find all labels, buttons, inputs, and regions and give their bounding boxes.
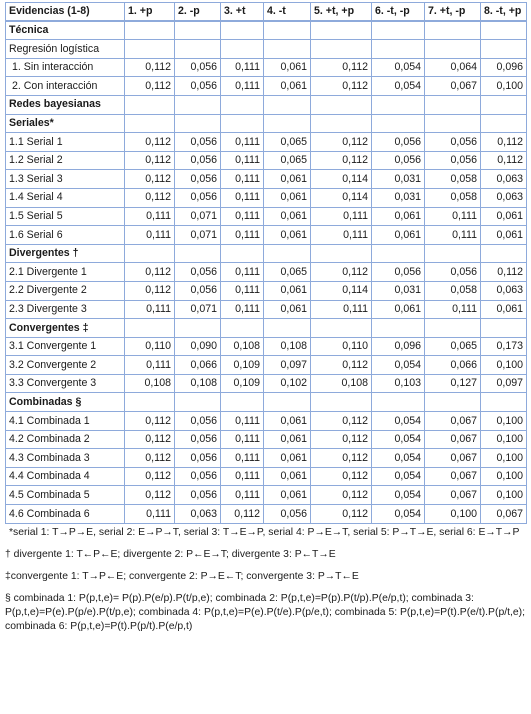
header-col-2: 2. -p <box>175 3 221 22</box>
row-label: 2.2 Divergente 2 <box>6 281 125 300</box>
value-cell: 0,114 <box>311 170 372 189</box>
section-label: Técnica <box>6 21 125 40</box>
value-cell: 0,100 <box>425 505 481 524</box>
value-cell: 0,031 <box>372 281 425 300</box>
empty-cell <box>221 319 264 338</box>
value-cell: 0,054 <box>372 77 425 96</box>
empty-cell <box>175 95 221 114</box>
value-cell: 0,061 <box>264 58 311 77</box>
value-cell: 0,067 <box>425 449 481 468</box>
value-cell: 0,056 <box>175 188 221 207</box>
empty-cell <box>311 95 372 114</box>
value-cell: 0,112 <box>125 170 175 189</box>
empty-cell <box>425 319 481 338</box>
value-cell: 0,112 <box>481 133 527 152</box>
header-col-8: 8. -t, +p <box>481 3 527 22</box>
value-cell: 0,111 <box>221 207 264 226</box>
empty-cell <box>311 114 372 133</box>
value-cell: 0,100 <box>481 449 527 468</box>
value-cell: 0,054 <box>372 449 425 468</box>
value-cell: 0,061 <box>264 77 311 96</box>
empty-cell <box>125 114 175 133</box>
empty-cell <box>481 319 527 338</box>
document <box>5 2 526 642</box>
row-label: 1. Sin interacción <box>6 58 125 77</box>
value-cell: 0,111 <box>425 226 481 245</box>
value-cell: 0,111 <box>221 77 264 96</box>
empty-cell <box>425 244 481 263</box>
value-cell: 0,112 <box>125 486 175 505</box>
value-cell: 0,056 <box>175 151 221 170</box>
empty-cell <box>175 21 221 40</box>
section-label: Regresión logística <box>6 40 125 59</box>
value-cell: 0,061 <box>481 207 527 226</box>
value-cell: 0,112 <box>125 281 175 300</box>
section-row <box>6 319 527 338</box>
table-row <box>6 430 527 449</box>
empty-cell <box>481 114 527 133</box>
value-cell: 0,067 <box>425 486 481 505</box>
header-col-7: 7. +t, -p <box>425 3 481 22</box>
table-row <box>6 207 527 226</box>
value-cell: 0,071 <box>175 207 221 226</box>
value-cell: 0,063 <box>481 281 527 300</box>
value-cell: 0,056 <box>175 467 221 486</box>
value-cell: 0,056 <box>175 263 221 282</box>
value-cell: 0,111 <box>221 133 264 152</box>
section-label: Convergentes ‡ <box>6 319 125 338</box>
table-row <box>6 133 527 152</box>
value-cell: 0,054 <box>372 58 425 77</box>
section-row <box>6 21 527 40</box>
value-cell: 0,111 <box>311 226 372 245</box>
empty-cell <box>372 40 425 59</box>
row-label: 4.5 Combinada 5 <box>6 486 125 505</box>
empty-cell <box>425 393 481 412</box>
table-row <box>6 58 527 77</box>
value-cell: 0,114 <box>311 281 372 300</box>
row-label: 1.3 Serial 3 <box>6 170 125 189</box>
table-row <box>6 374 527 393</box>
empty-cell <box>175 319 221 338</box>
value-cell: 0,112 <box>125 151 175 170</box>
empty-cell <box>372 21 425 40</box>
value-cell: 0,100 <box>481 356 527 375</box>
value-cell: 0,061 <box>264 486 311 505</box>
value-cell: 0,112 <box>125 467 175 486</box>
table-row <box>6 486 527 505</box>
empty-cell <box>311 40 372 59</box>
value-cell: 0,112 <box>125 188 175 207</box>
value-cell: 0,067 <box>425 430 481 449</box>
value-cell: 0,058 <box>425 281 481 300</box>
value-cell: 0,112 <box>125 133 175 152</box>
value-cell: 0,061 <box>481 300 527 319</box>
empty-cell <box>311 21 372 40</box>
value-cell: 0,058 <box>425 188 481 207</box>
table-row <box>6 188 527 207</box>
value-cell: 0,056 <box>175 133 221 152</box>
value-cell: 0,054 <box>372 486 425 505</box>
section-label: Seriales* <box>6 114 125 133</box>
empty-cell <box>221 21 264 40</box>
value-cell: 0,056 <box>425 133 481 152</box>
value-cell: 0,100 <box>481 430 527 449</box>
value-cell: 0,071 <box>175 226 221 245</box>
value-cell: 0,096 <box>372 337 425 356</box>
value-cell: 0,056 <box>175 77 221 96</box>
value-cell: 0,111 <box>221 449 264 468</box>
value-cell: 0,054 <box>372 505 425 524</box>
value-cell: 0,102 <box>264 374 311 393</box>
row-label: 1.2 Serial 2 <box>6 151 125 170</box>
empty-cell <box>425 114 481 133</box>
section-label: Divergentes † <box>6 244 125 263</box>
section-row <box>6 393 527 412</box>
value-cell: 0,065 <box>264 263 311 282</box>
table-row <box>6 412 527 431</box>
value-cell: 0,056 <box>372 263 425 282</box>
value-cell: 0,056 <box>175 170 221 189</box>
empty-cell <box>264 393 311 412</box>
value-cell: 0,112 <box>311 151 372 170</box>
header-col-1: 1. +p <box>125 3 175 22</box>
row-label: 4.6 Combinada 6 <box>6 505 125 524</box>
empty-cell <box>175 114 221 133</box>
empty-cell <box>425 40 481 59</box>
value-cell: 0,056 <box>372 151 425 170</box>
value-cell: 0,108 <box>221 337 264 356</box>
empty-cell <box>372 95 425 114</box>
value-cell: 0,056 <box>175 486 221 505</box>
value-cell: 0,065 <box>425 337 481 356</box>
header-col-3: 3. +t <box>221 3 264 22</box>
section-row <box>6 244 527 263</box>
value-cell: 0,056 <box>425 263 481 282</box>
value-cell: 0,112 <box>311 77 372 96</box>
value-cell: 0,061 <box>372 300 425 319</box>
value-cell: 0,111 <box>125 207 175 226</box>
value-cell: 0,108 <box>311 374 372 393</box>
value-cell: 0,112 <box>311 263 372 282</box>
value-cell: 0,110 <box>311 337 372 356</box>
value-cell: 0,112 <box>311 430 372 449</box>
value-cell: 0,097 <box>264 356 311 375</box>
empty-cell <box>221 393 264 412</box>
footnote-combined: § combinada 1: P(p,t,e)= P(p).P(e/p).P(t/p,e); combinada 2: P(p,t,e)=P(p).P(t/p).P(e/p,t); combinada 3: P(p,t,e)=P(e).P(p/e).P(t/p,e); combinada 4: P(p,t,e)=P(e).P(t/e).P(p/e,t); combinada 5: P(p,t,e)=P(t).P(e/t).P(p/t,e); combinada 6: P(p,t,e)=P(t).P(p/t).P(e/p,t) <box>5 592 526 632</box>
value-cell: 0,111 <box>221 263 264 282</box>
value-cell: 0,108 <box>175 374 221 393</box>
value-cell: 0,111 <box>425 300 481 319</box>
value-cell: 0,109 <box>221 356 264 375</box>
value-cell: 0,111 <box>221 430 264 449</box>
value-cell: 0,112 <box>311 133 372 152</box>
empty-cell <box>372 244 425 263</box>
value-cell: 0,097 <box>481 374 527 393</box>
value-cell: 0,112 <box>311 486 372 505</box>
value-cell: 0,112 <box>125 449 175 468</box>
value-cell: 0,112 <box>125 412 175 431</box>
value-cell: 0,111 <box>221 151 264 170</box>
empty-cell <box>264 244 311 263</box>
empty-cell <box>481 40 527 59</box>
empty-cell <box>264 21 311 40</box>
value-cell: 0,112 <box>481 263 527 282</box>
empty-cell <box>372 319 425 338</box>
empty-cell <box>125 21 175 40</box>
value-cell: 0,056 <box>264 505 311 524</box>
header-evidencias: Evidencias (1-8) <box>6 3 125 22</box>
header-col-6: 6. -t, -p <box>372 3 425 22</box>
empty-cell <box>311 244 372 263</box>
value-cell: 0,064 <box>425 58 481 77</box>
row-label: 4.1 Combinada 1 <box>6 412 125 431</box>
value-cell: 0,112 <box>311 58 372 77</box>
value-cell: 0,066 <box>425 356 481 375</box>
row-label: 2.1 Divergente 1 <box>6 263 125 282</box>
table-row <box>6 467 527 486</box>
value-cell: 0,096 <box>481 58 527 77</box>
value-cell: 0,063 <box>481 170 527 189</box>
value-cell: 0,067 <box>425 412 481 431</box>
section-label: Combinadas § <box>6 393 125 412</box>
value-cell: 0,056 <box>175 412 221 431</box>
value-cell: 0,061 <box>264 188 311 207</box>
value-cell: 0,112 <box>311 505 372 524</box>
empty-cell <box>125 393 175 412</box>
empty-cell <box>425 21 481 40</box>
row-label: 3.3 Convergente 3 <box>6 374 125 393</box>
value-cell: 0,112 <box>311 412 372 431</box>
value-cell: 0,056 <box>175 281 221 300</box>
results-table <box>5 2 527 524</box>
table-body <box>6 3 527 524</box>
value-cell: 0,111 <box>125 300 175 319</box>
header-col-4: 4. -t <box>264 3 311 22</box>
value-cell: 0,111 <box>221 58 264 77</box>
value-cell: 0,103 <box>372 374 425 393</box>
value-cell: 0,061 <box>264 412 311 431</box>
footnote-serial: *serial 1: T→P→E, serial 2: E→P→T, serial 3: T→E→P, serial 4: P→E→T, serial 5: P→T→E, serial 6: E→T→P <box>9 526 520 538</box>
section-row <box>6 95 527 114</box>
value-cell: 0,061 <box>264 170 311 189</box>
value-cell: 0,061 <box>264 281 311 300</box>
value-cell: 0,108 <box>264 337 311 356</box>
row-label: 1.5 Serial 5 <box>6 207 125 226</box>
table-row <box>6 151 527 170</box>
empty-cell <box>311 319 372 338</box>
value-cell: 0,061 <box>372 226 425 245</box>
empty-cell <box>372 393 425 412</box>
row-label: 2. Con interacción <box>6 77 125 96</box>
empty-cell <box>221 114 264 133</box>
empty-cell <box>125 95 175 114</box>
value-cell: 0,111 <box>221 300 264 319</box>
empty-cell <box>175 393 221 412</box>
table-row <box>6 337 527 356</box>
empty-cell <box>481 95 527 114</box>
value-cell: 0,111 <box>221 412 264 431</box>
empty-cell <box>264 114 311 133</box>
table-row <box>6 281 527 300</box>
row-label: 2.3 Divergente 3 <box>6 300 125 319</box>
footnote-convergent: ‡convergente 1: T→P←E; convergente 2: P→E←T; convergente 3: P→T←E <box>5 570 359 582</box>
value-cell: 0,100 <box>481 412 527 431</box>
empty-cell <box>311 393 372 412</box>
value-cell: 0,061 <box>264 300 311 319</box>
table-row <box>6 356 527 375</box>
value-cell: 0,111 <box>125 505 175 524</box>
value-cell: 0,173 <box>481 337 527 356</box>
value-cell: 0,100 <box>481 486 527 505</box>
row-label: 3.2 Convergente 2 <box>6 356 125 375</box>
value-cell: 0,100 <box>481 77 527 96</box>
value-cell: 0,110 <box>125 337 175 356</box>
value-cell: 0,112 <box>311 356 372 375</box>
value-cell: 0,111 <box>221 486 264 505</box>
value-cell: 0,054 <box>372 356 425 375</box>
value-cell: 0,114 <box>311 188 372 207</box>
value-cell: 0,071 <box>175 300 221 319</box>
value-cell: 0,112 <box>311 449 372 468</box>
value-cell: 0,112 <box>125 58 175 77</box>
empty-cell <box>221 95 264 114</box>
table-row <box>6 226 527 245</box>
empty-cell <box>481 244 527 263</box>
value-cell: 0,111 <box>221 170 264 189</box>
footnotes <box>5 526 526 634</box>
section-row <box>6 40 527 59</box>
value-cell: 0,056 <box>175 58 221 77</box>
row-label: 1.1 Serial 1 <box>6 133 125 152</box>
value-cell: 0,054 <box>372 467 425 486</box>
value-cell: 0,112 <box>311 467 372 486</box>
value-cell: 0,065 <box>264 133 311 152</box>
empty-cell <box>125 244 175 263</box>
value-cell: 0,100 <box>481 467 527 486</box>
empty-cell <box>175 244 221 263</box>
value-cell: 0,031 <box>372 188 425 207</box>
value-cell: 0,111 <box>125 226 175 245</box>
value-cell: 0,054 <box>372 430 425 449</box>
empty-cell <box>221 40 264 59</box>
value-cell: 0,111 <box>311 300 372 319</box>
value-cell: 0,112 <box>125 430 175 449</box>
value-cell: 0,111 <box>221 281 264 300</box>
value-cell: 0,111 <box>311 207 372 226</box>
value-cell: 0,111 <box>221 226 264 245</box>
row-label: 1.6 Serial 6 <box>6 226 125 245</box>
value-cell: 0,067 <box>481 505 527 524</box>
value-cell: 0,061 <box>264 207 311 226</box>
value-cell: 0,031 <box>372 170 425 189</box>
value-cell: 0,056 <box>425 151 481 170</box>
header-col-5: 5. +t, +p <box>311 3 372 22</box>
value-cell: 0,112 <box>125 77 175 96</box>
row-label: 3.1 Convergente 1 <box>6 337 125 356</box>
section-row <box>6 114 527 133</box>
empty-cell <box>175 40 221 59</box>
value-cell: 0,061 <box>264 430 311 449</box>
value-cell: 0,063 <box>175 505 221 524</box>
empty-cell <box>481 21 527 40</box>
table-row <box>6 505 527 524</box>
empty-cell <box>125 40 175 59</box>
table-row <box>6 449 527 468</box>
footnote-divergent: † divergente 1: T←P←E; divergente 2: P←E→T; divergente 3: P←T→E <box>5 548 336 560</box>
empty-cell <box>481 393 527 412</box>
value-cell: 0,054 <box>372 412 425 431</box>
value-cell: 0,112 <box>481 151 527 170</box>
table-row <box>6 300 527 319</box>
value-cell: 0,056 <box>372 133 425 152</box>
empty-cell <box>221 244 264 263</box>
value-cell: 0,112 <box>221 505 264 524</box>
value-cell: 0,061 <box>481 226 527 245</box>
header-row <box>6 3 527 22</box>
value-cell: 0,061 <box>372 207 425 226</box>
row-label: 1.4 Serial 4 <box>6 188 125 207</box>
value-cell: 0,061 <box>264 226 311 245</box>
empty-cell <box>425 95 481 114</box>
section-label: Redes bayesianas <box>6 95 125 114</box>
value-cell: 0,127 <box>425 374 481 393</box>
value-cell: 0,056 <box>175 449 221 468</box>
empty-cell <box>372 114 425 133</box>
value-cell: 0,067 <box>425 77 481 96</box>
value-cell: 0,058 <box>425 170 481 189</box>
table-row <box>6 263 527 282</box>
value-cell: 0,108 <box>125 374 175 393</box>
value-cell: 0,109 <box>221 374 264 393</box>
value-cell: 0,061 <box>264 449 311 468</box>
row-label: 4.2 Combinada 2 <box>6 430 125 449</box>
value-cell: 0,111 <box>221 467 264 486</box>
empty-cell <box>264 319 311 338</box>
value-cell: 0,063 <box>481 188 527 207</box>
row-label: 4.3 Combinada 3 <box>6 449 125 468</box>
value-cell: 0,111 <box>425 207 481 226</box>
value-cell: 0,111 <box>125 356 175 375</box>
value-cell: 0,067 <box>425 467 481 486</box>
table-row <box>6 77 527 96</box>
value-cell: 0,056 <box>175 430 221 449</box>
value-cell: 0,061 <box>264 467 311 486</box>
table-row <box>6 170 527 189</box>
value-cell: 0,066 <box>175 356 221 375</box>
row-label: 4.4 Combinada 4 <box>6 467 125 486</box>
value-cell: 0,112 <box>125 263 175 282</box>
value-cell: 0,090 <box>175 337 221 356</box>
value-cell: 0,065 <box>264 151 311 170</box>
empty-cell <box>125 319 175 338</box>
empty-cell <box>264 95 311 114</box>
value-cell: 0,111 <box>221 188 264 207</box>
empty-cell <box>264 40 311 59</box>
